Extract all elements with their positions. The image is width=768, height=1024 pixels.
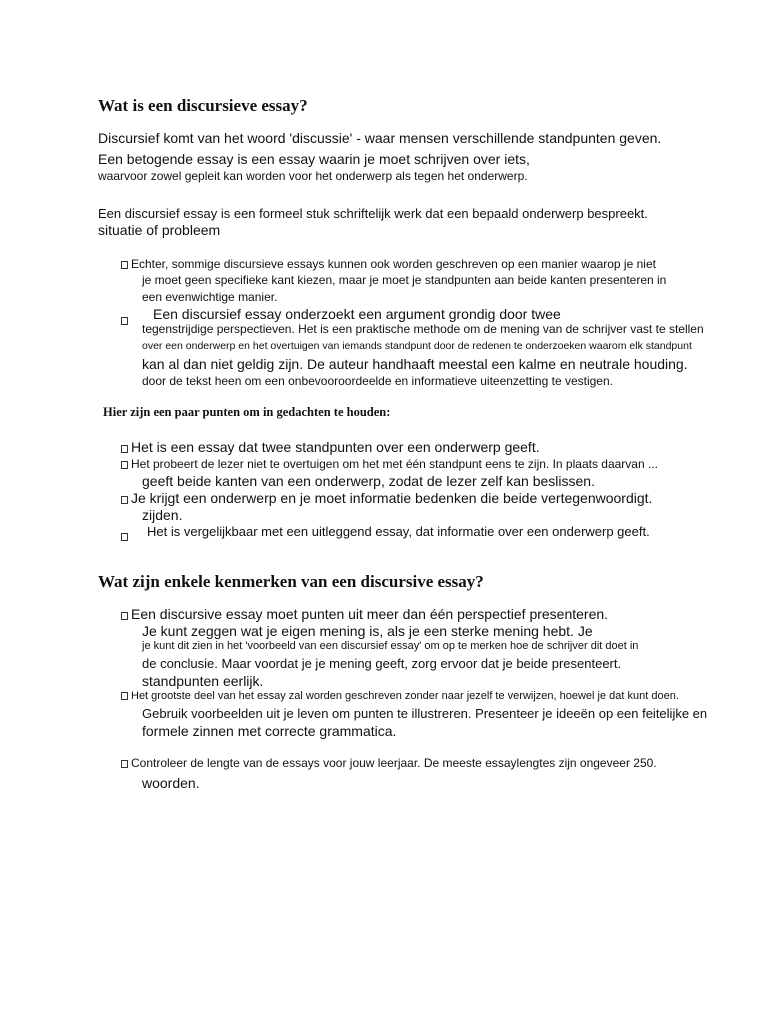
list-item-continuation: Gebruik voorbeelden uit je leven om punten te illustreren. Presenteer je ideeën op een feitelijke en	[142, 706, 708, 721]
list-item-continuation: Je kunt zeggen wat je eigen mening is, als je een sterke mening hebt. Je	[142, 623, 593, 639]
list-item-text: Het grootste deel van het essay zal worden geschreven zonder naar jezelf te verwijzen, hoewel je dat kunt doen.	[131, 690, 679, 702]
list-item-text: Een discursief essay onderzoekt een argument grondig door twee	[153, 306, 561, 322]
bullet-icon	[121, 760, 128, 768]
list-item-text: Je krijgt een onderwerp en je moet informatie bedenken die beide vertegenwoordigt.	[131, 490, 653, 506]
list-item	[121, 490, 652, 506]
bullet-icon	[121, 533, 128, 541]
definition-line-2: situatie of probleem	[98, 222, 221, 238]
list-item-text: Een discursive essay moet punten uit meer dan één perspectief presenteren.	[131, 606, 609, 622]
list-item-continuation: standpunten eerlijk.	[142, 673, 264, 689]
list-item-continuation: geeft beide kanten van een onderwerp, zodat de lezer zelf kan beslissen.	[142, 473, 595, 489]
definition-line-1: Een discursief essay is een formeel stuk schriftelijk werk dat een bepaald onderwerp bespreekt.	[98, 206, 648, 221]
intro-line-1: Discursief komt van het woord 'discussie' - waar mensen verschillende standpunten geven.	[98, 130, 662, 146]
list-item-continuation: je moet geen specifieke kant kiezen, maar je moet je standpunten aan beide kanten presenteren in	[142, 273, 667, 287]
list-item	[121, 527, 131, 545]
list-item-continuation: een evenwichtige manier.	[142, 290, 278, 304]
list-item	[121, 690, 679, 702]
list-item	[121, 606, 608, 622]
bullet-icon	[121, 496, 128, 504]
list-item-text: Echter, sommige discursieve essays kunnen ook worden geschreven op een manier waarop je niet	[131, 257, 656, 271]
bullet-icon	[121, 461, 128, 469]
list-item-continuation: woorden.	[142, 775, 200, 791]
list-item-continuation: tegenstrijdige perspectieven. Het is een praktische methode om de mening van de schrijver vast te stellen	[142, 322, 704, 336]
list-item	[121, 756, 657, 770]
intro-line-3: waarvoor zowel gepleit kan worden voor het onderwerp als tegen het onderwerp.	[98, 169, 528, 183]
heading-characteristics: Wat zijn enkele kenmerken van een discursive essay?	[98, 572, 484, 591]
list-item	[121, 439, 540, 455]
bullet-icon	[121, 317, 128, 325]
heading-points: Hier zijn een paar punten om in gedachten te houden:	[103, 405, 391, 419]
bullet-icon	[121, 692, 128, 700]
list-item-continuation: door de tekst heen om een onbevooroordeelde en informatieve uiteenzetting te vestigen.	[142, 374, 613, 388]
list-item-continuation: je kunt dit zien in het 'voorbeeld van een discursief essay' om op te merken hoe de schrijver dit doet in	[142, 640, 639, 652]
list-item	[121, 257, 656, 271]
list-item-continuation: zijden.	[142, 507, 183, 523]
bullet-icon	[121, 261, 128, 269]
bullet-icon	[121, 445, 128, 453]
list-item-continuation: kan al dan niet geldig zijn. De auteur handhaaft meestal een kalme en neutrale houding.	[142, 356, 688, 372]
list-item-text: Het is vergelijkbaar met een uitleggend essay, dat informatie over een onderwerp geeft.	[147, 524, 650, 539]
list-item	[121, 457, 658, 471]
list-item-text: Controleer de lengte van de essays voor jouw leerjaar. De meeste essaylengtes zijn ongeveer 250.	[131, 756, 657, 770]
list-item-continuation: over een onderwerp en het overtuigen van iemands standpunt door de redenen te onderzoeken waarom elk standpunt	[142, 340, 692, 352]
list-item-continuation: formele zinnen met correcte grammatica.	[142, 723, 397, 739]
heading-what-is: Wat is een discursieve essay?	[98, 96, 308, 115]
list-item-text: Het is een essay dat twee standpunten over een onderwerp geeft.	[131, 439, 540, 455]
bullet-icon	[121, 612, 128, 620]
list-item-continuation: de conclusie. Maar voordat je je mening geeft, zorg ervoor dat je beide presenteert.	[142, 656, 622, 671]
list-item	[121, 311, 131, 329]
list-item-text: Het probeert de lezer niet te overtuigen om het met één standpunt eens te zijn. In plaats daarvan ...	[131, 457, 658, 471]
intro-line-2: Een betogende essay is een essay waarin je moet schrijven over iets,	[98, 151, 530, 167]
